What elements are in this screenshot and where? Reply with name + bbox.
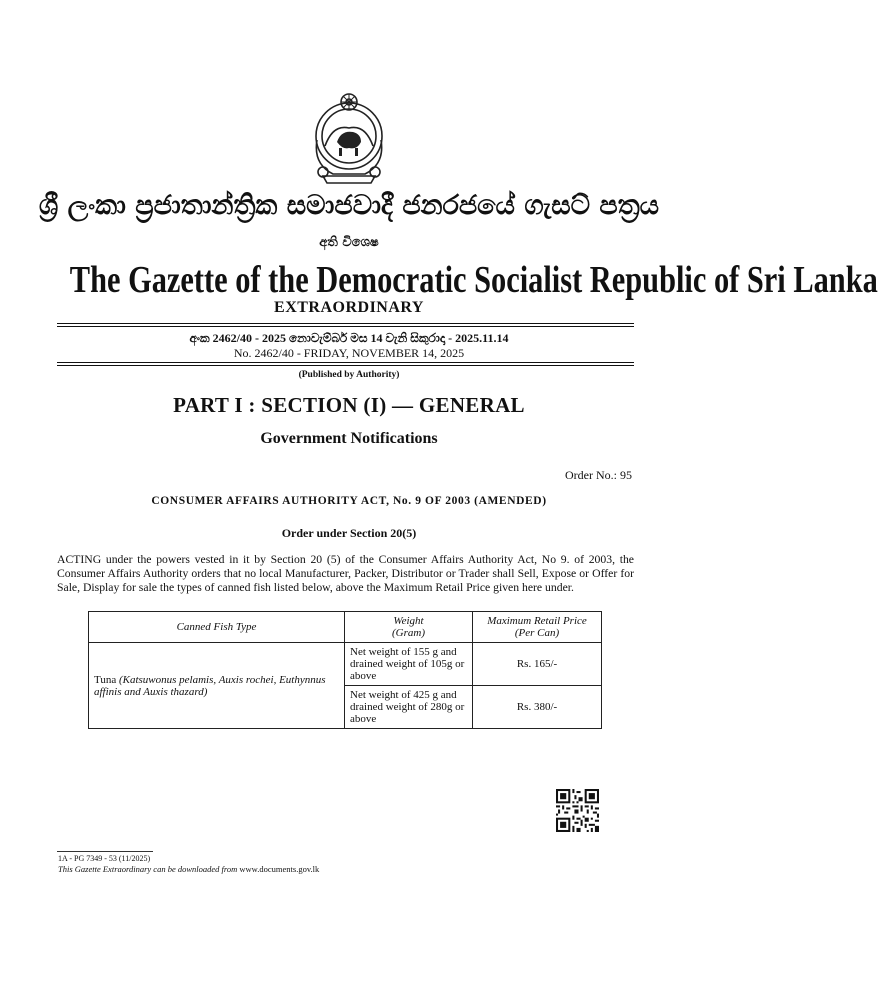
table-header-row [89,612,602,643]
fish-type-name: Tuna [94,673,119,686]
header-max-price [473,612,602,643]
extraordinary-label: EXTRAORDINARY [274,299,424,316]
sinhala-gazette-title: ශ්‍රී ලංකා ප්‍රජාතාන්ත්‍රික සමාජවාදී ජනරජයේ ගැසට් පත්‍රය [38,190,660,221]
footer-print-code: 1A - PG 7349 - 53 (11/2025) [58,854,151,863]
order-body-text: ACTING under the powers vested in it by Section 20 (5) of the Consumer Affairs Authority Act, No 9. of 2003, the Consumer Affairs Authority orders that no local Manufacturer, Packer, Distributor or Trader shall Sell, Expose or Offer for Sale, Display for sale the types of canned fish listed below, above the Maximum Retail Price given here under. [57,553,634,594]
footer-rule [57,851,153,852]
footer-download-url[interactable]: www.documents.gov.lk [239,864,320,874]
price-cell: Rs. 165/- [473,643,602,686]
fish-type-species: (Katsuwonus pelamis, Auxis rochei, Euthynnus affinis and Auxis thazard) [94,673,326,698]
issue-line-sinhala: අංක 2462/40 - 2025 නොවැම්බර් මස 14 වැනි සිකුරාදා - 2025.11.14 [189,331,509,345]
sri-lanka-emblem-icon [303,84,395,186]
table-row [89,643,602,686]
header-weight-unit: (Gram) [392,627,425,639]
order-number: Order No.: 95 [565,468,632,482]
weight-cell: Net weight of 155 g and drained weight of 105g or above [345,643,473,686]
header-rule-top [57,323,634,324]
issue-line-english: No. 2462/40 - FRIDAY, NOVEMBER 14, 2025 [233,346,465,360]
qr-code-icon [556,789,599,832]
header-price-label: Maximum Retail Price [487,615,587,627]
english-gazette-title: The Gazette of the Democratic Socialist Republic of Sri Lanka [69,259,878,301]
footer-download-note [58,864,319,874]
header-fish-type: Canned Fish Type [89,612,345,643]
header-price-unit: (Per Can) [514,627,560,639]
act-title: CONSUMER AFFAIRS AUTHORITY ACT, No. 9 OF 2003 (AMENDED) [151,495,547,507]
sinhala-extraordinary-label: අති විශෙෂ [319,235,379,250]
section-title: Order under Section 20(5) [281,526,417,540]
published-by-authority: (Published by Authority) [298,370,400,380]
weight-cell: Net weight of 425 g and drained weight of 280g or above [345,686,473,729]
header-weight-label: Weight [393,615,424,627]
header-rule-bottom-double [57,365,634,366]
part-heading: PART I : SECTION (I) — GENERAL [173,393,525,417]
header-weight [345,612,473,643]
header-rule-bottom [57,362,634,363]
header-rule-top-double [57,326,634,327]
fish-type-cell [89,643,345,729]
price-table [88,611,602,729]
notifications-heading: Government Notifications [260,430,438,447]
price-cell: Rs. 380/- [473,686,602,729]
footer-download-text: This Gazette Extraordinary can be downloaded from [58,864,240,874]
